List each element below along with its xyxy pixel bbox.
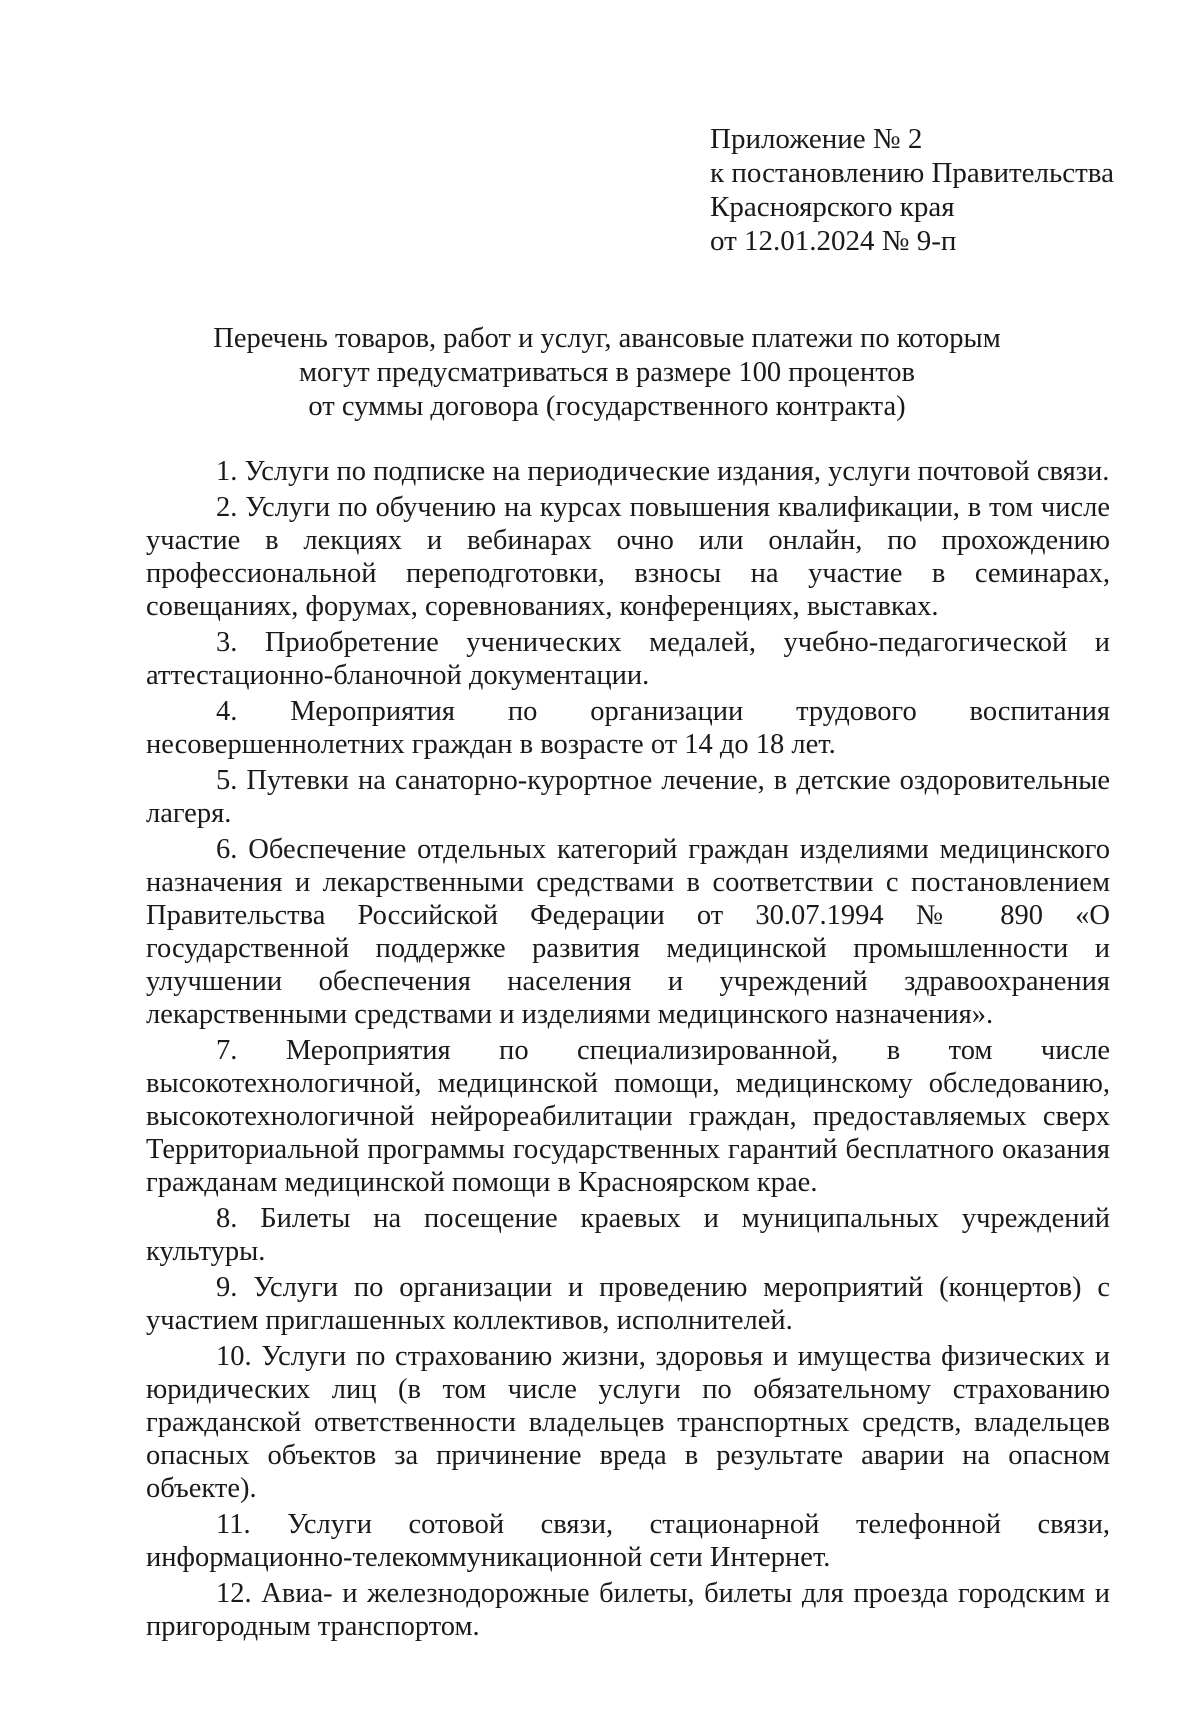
item-text: Приобретение ученических медалей, учебно-педагогической и аттестационно-бланочной документации. (146, 627, 1110, 691)
appendix-line: Красноярского края (710, 191, 955, 223)
item-text: Услуги по обучению на курсах повышения квалификации, в том числе участие в лекциях и вебинарах очно или онлайн, по прохождению профессиональной переподготовки, взносы на участие в семинарах, совещаниях, форумах, соревнованиях, конференциях, выставках. (146, 492, 1111, 622)
item-number: 2. (216, 492, 238, 523)
item-number: 10. (216, 1341, 252, 1372)
item-number: 1. (216, 456, 238, 487)
appendix-line: от 12.01.2024 № 9-п (710, 225, 957, 257)
title-line: Перечень товаров, работ и услуг, авансовые платежи по которым (213, 323, 1001, 354)
item-text: Мероприятия по организации трудового воспитания несовершеннолетних граждан в возрасте от 14 до 18 лет. (146, 696, 1111, 760)
list-item (146, 764, 1110, 830)
title-line: могут предусматриваться в размере 100 процентов (299, 357, 915, 388)
item-text: Путевки на санаторно-курортное лечение, в детские оздоровительные лагеря. (146, 765, 1111, 829)
item-number: 11. (216, 1509, 251, 1540)
item-text: Билеты на посещение краевых и муниципальных учреждений культуры. (146, 1203, 1110, 1267)
title-line: от суммы договора (государственного контракта) (308, 391, 906, 422)
appendix-line: к постановлению Правительства (710, 157, 1114, 189)
item-number: 7. (216, 1035, 238, 1066)
list-item (146, 1034, 1110, 1199)
item-number: 4. (216, 696, 238, 727)
list-item (146, 695, 1110, 761)
items-list (146, 455, 1110, 1646)
item-text: Обеспечение отдельных категорий граждан изделиями медицинского назначения и лекарственными средствами в соответствии с постановлением Правительства Российской Федерации от 30.07.1994 № 890 «О государственной поддержке развития медицинской промышленности и улучшении обеспечения населения и учреждений здравоохранения лекарственными средствами и изделиями медицинского назначения». (146, 834, 1110, 1030)
list-item (146, 1202, 1110, 1268)
list-item (146, 491, 1110, 623)
appendix-block (710, 122, 1114, 258)
list-item (146, 455, 1110, 488)
list-item (146, 1577, 1110, 1643)
list-item (146, 626, 1110, 692)
item-text: Услуги по организации и проведению мероприятий (концертов) с участием приглашенных коллективов, исполнителей. (146, 1272, 1110, 1336)
appendix-line: Приложение № 2 (710, 123, 923, 155)
list-item (146, 1340, 1110, 1505)
item-number: 5. (216, 765, 238, 796)
item-text: Услуги по подписке на периодические издания, услуги почтовой связи. (244, 456, 1110, 487)
item-number: 12. (216, 1578, 252, 1609)
list-item (146, 1271, 1110, 1337)
item-number: 6. (216, 834, 238, 865)
item-number: 3. (216, 627, 238, 658)
list-item (146, 1508, 1110, 1574)
document-title (146, 322, 1068, 424)
item-number: 8. (216, 1203, 238, 1234)
item-text: Авиа- и железнодорожные билеты, билеты для проезда городским и пригородным транспортом. (146, 1578, 1111, 1642)
list-item (146, 833, 1110, 1031)
item-number: 9. (216, 1272, 238, 1303)
item-text: Услуги по страхованию жизни, здоровья и имущества физических и юридических лиц (в том числе услуги по обязательному страхованию гражданской ответственности владельцев транспортных средств, владельцев опасных объектов за причинение вреда в результате аварии на опасном объекте). (146, 1341, 1110, 1504)
item-text: Мероприятия по специализированной, в том числе высокотехнологичной, медицинской помощи, медицинскому обследованию, высокотехнологичной нейрореабилитации граждан, предоставляемых сверх Территориальной программы государственных гарантий бесплатного оказания гражданам медицинской помощи в Красноярском крае. (146, 1035, 1111, 1198)
item-text: Услуги сотовой связи, стационарной телефонной связи, информационно-телекоммуникационной сети Интернет. (146, 1509, 1110, 1573)
